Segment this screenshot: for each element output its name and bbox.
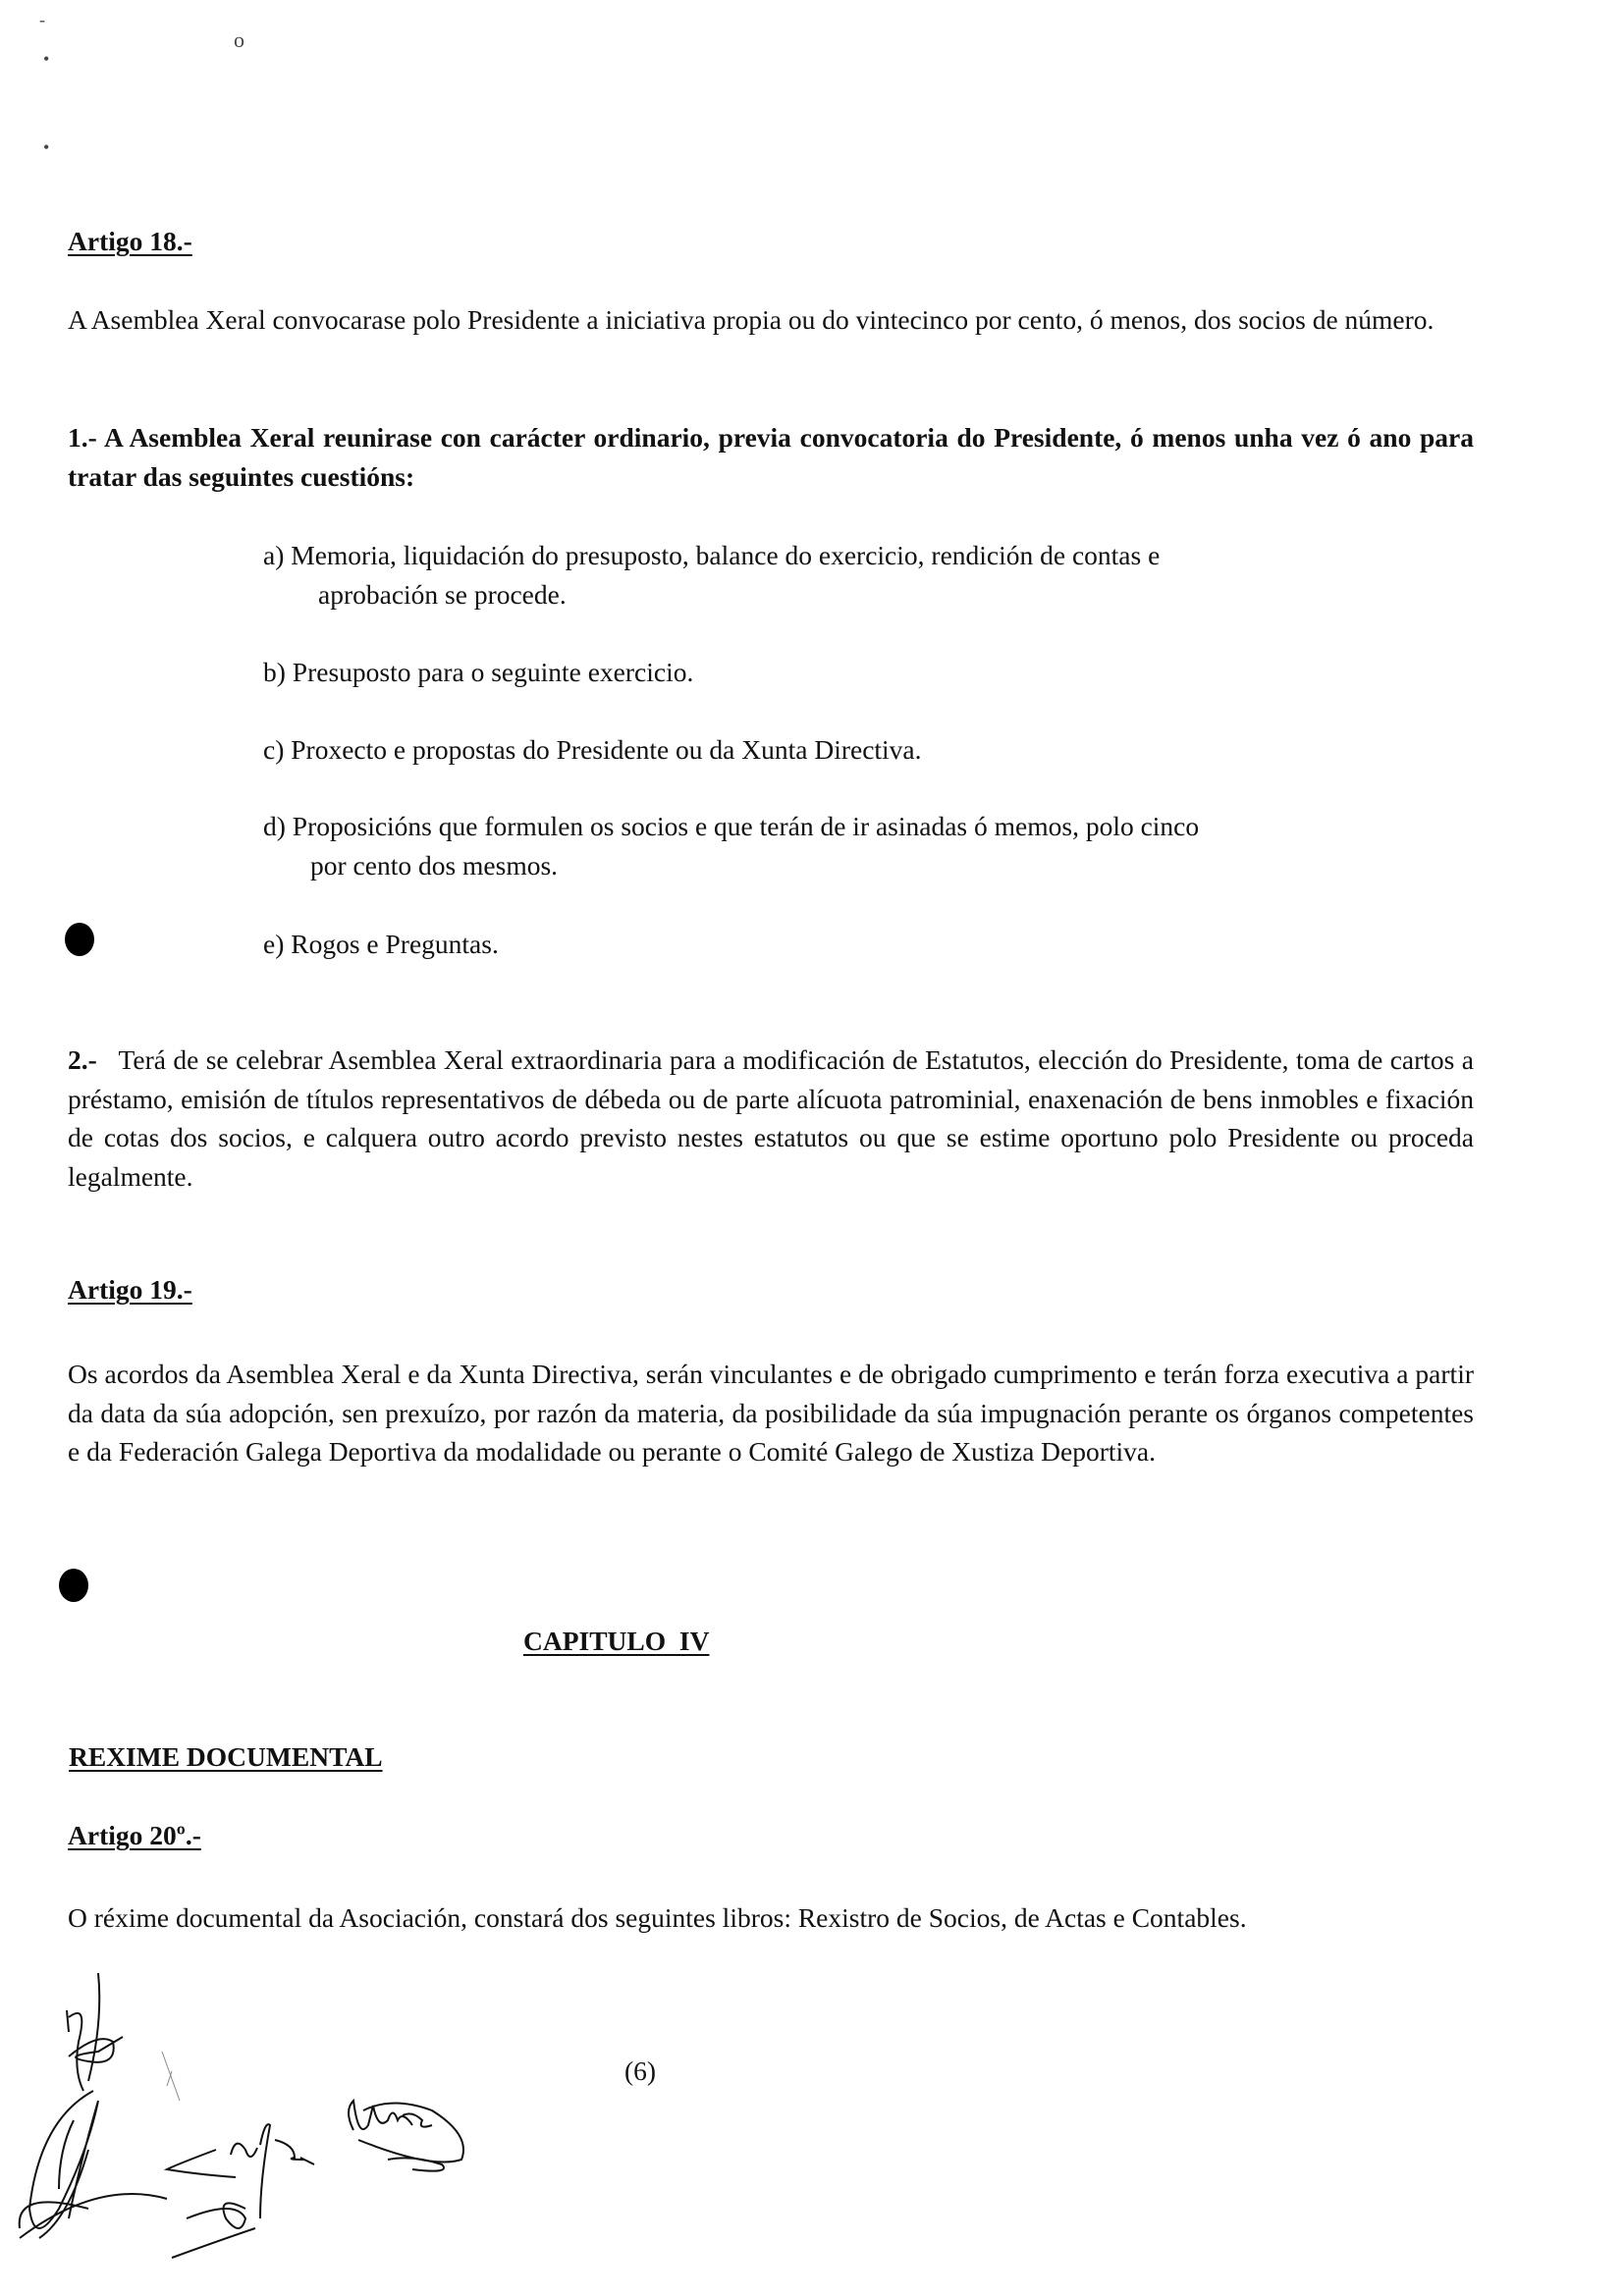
signature-montse-lombo bbox=[349, 2101, 463, 2171]
signature-2 bbox=[20, 2091, 167, 2238]
list-item: b) Presuposto para o seguinte exercicio. bbox=[263, 657, 694, 687]
signature-cruz-reyes bbox=[167, 2124, 314, 2258]
list-item: e) Rogos e Preguntas. bbox=[263, 929, 499, 959]
list-item: c) Proxecto e propostas do Presidente ou da Xunta Directiva. bbox=[263, 734, 922, 765]
signatures bbox=[0, 1924, 1178, 2296]
article-19-text: Os acordos da Asemblea Xeral e da Xunta Directiva, serán vinculantes e de obrigado cumprimento e terán forza executiva a partir da data da súa adopción, sen prexuízo, por razón da materia, da posibilidade da súa impugnación perante os órganos competentes e da Federación Galega Deportiva da modalidade ou perante o Comité Galego de Xustiza Deportiva. bbox=[68, 1359, 1474, 1467]
article-18-clause-2: 2.- Terá de se celebrar Asemblea Xeral extraordinaria para a modificación de Estatutos, elección do Presidente, toma de cartos a préstamo, emisión de títulos representativos de débeda ou de parte alícuota patrominial, enaxenación de bens inmobles e fixación de cotas dos socios, e calquera outro acordo previsto nestes estatutos ou que se estime oportuno polo Presidente ou proceda legalmente. bbox=[68, 1044, 1474, 1192]
page-number: (6) bbox=[624, 2056, 657, 2086]
article-18-clause-1: 1.- A Asemblea Xeral reunirase con carácter ordinario, previa convocatoria do Presidente, ó menos unha vez ó ano para tratar das seguintes cuestións: bbox=[68, 422, 1474, 492]
scan-mark: • bbox=[43, 137, 50, 157]
punch-hole bbox=[65, 923, 94, 956]
article-20-heading: Artigo 20º.- bbox=[68, 1820, 201, 1850]
scan-mark: - bbox=[39, 10, 45, 29]
article-20-text: O réxime documental da Asociación, constará dos seguintes libros: Rexistro de Socios, de Actas e Contables. bbox=[68, 1902, 1247, 1933]
article-18-heading: Artigo 18.- bbox=[68, 226, 192, 256]
signature-1 bbox=[67, 1973, 123, 2091]
section-heading: REXIME DOCUMENTAL bbox=[69, 1741, 383, 1772]
article-19-heading: Artigo 19.- bbox=[68, 1274, 192, 1305]
list-item: a) Memoria, liquidación do presuposto, balance do exercicio, rendición de contas e aprobación se procede. bbox=[263, 540, 1161, 610]
punch-hole bbox=[59, 1569, 88, 1602]
list-item: d) Proposicións que formulen os socios e que terán de ir asinadas ó memos, polo cinco por cento dos mesmos. bbox=[263, 811, 1200, 881]
article-18-intro: A Asemblea Xeral convocarase polo Presidente a iniciativa propia ou do vintecinco por cento, ó menos, dos socios de número. bbox=[68, 304, 1435, 335]
chapter-heading: CAPITULO IV bbox=[523, 1626, 710, 1656]
scan-mark: o bbox=[234, 27, 244, 52]
scan-mark: • bbox=[43, 49, 50, 69]
